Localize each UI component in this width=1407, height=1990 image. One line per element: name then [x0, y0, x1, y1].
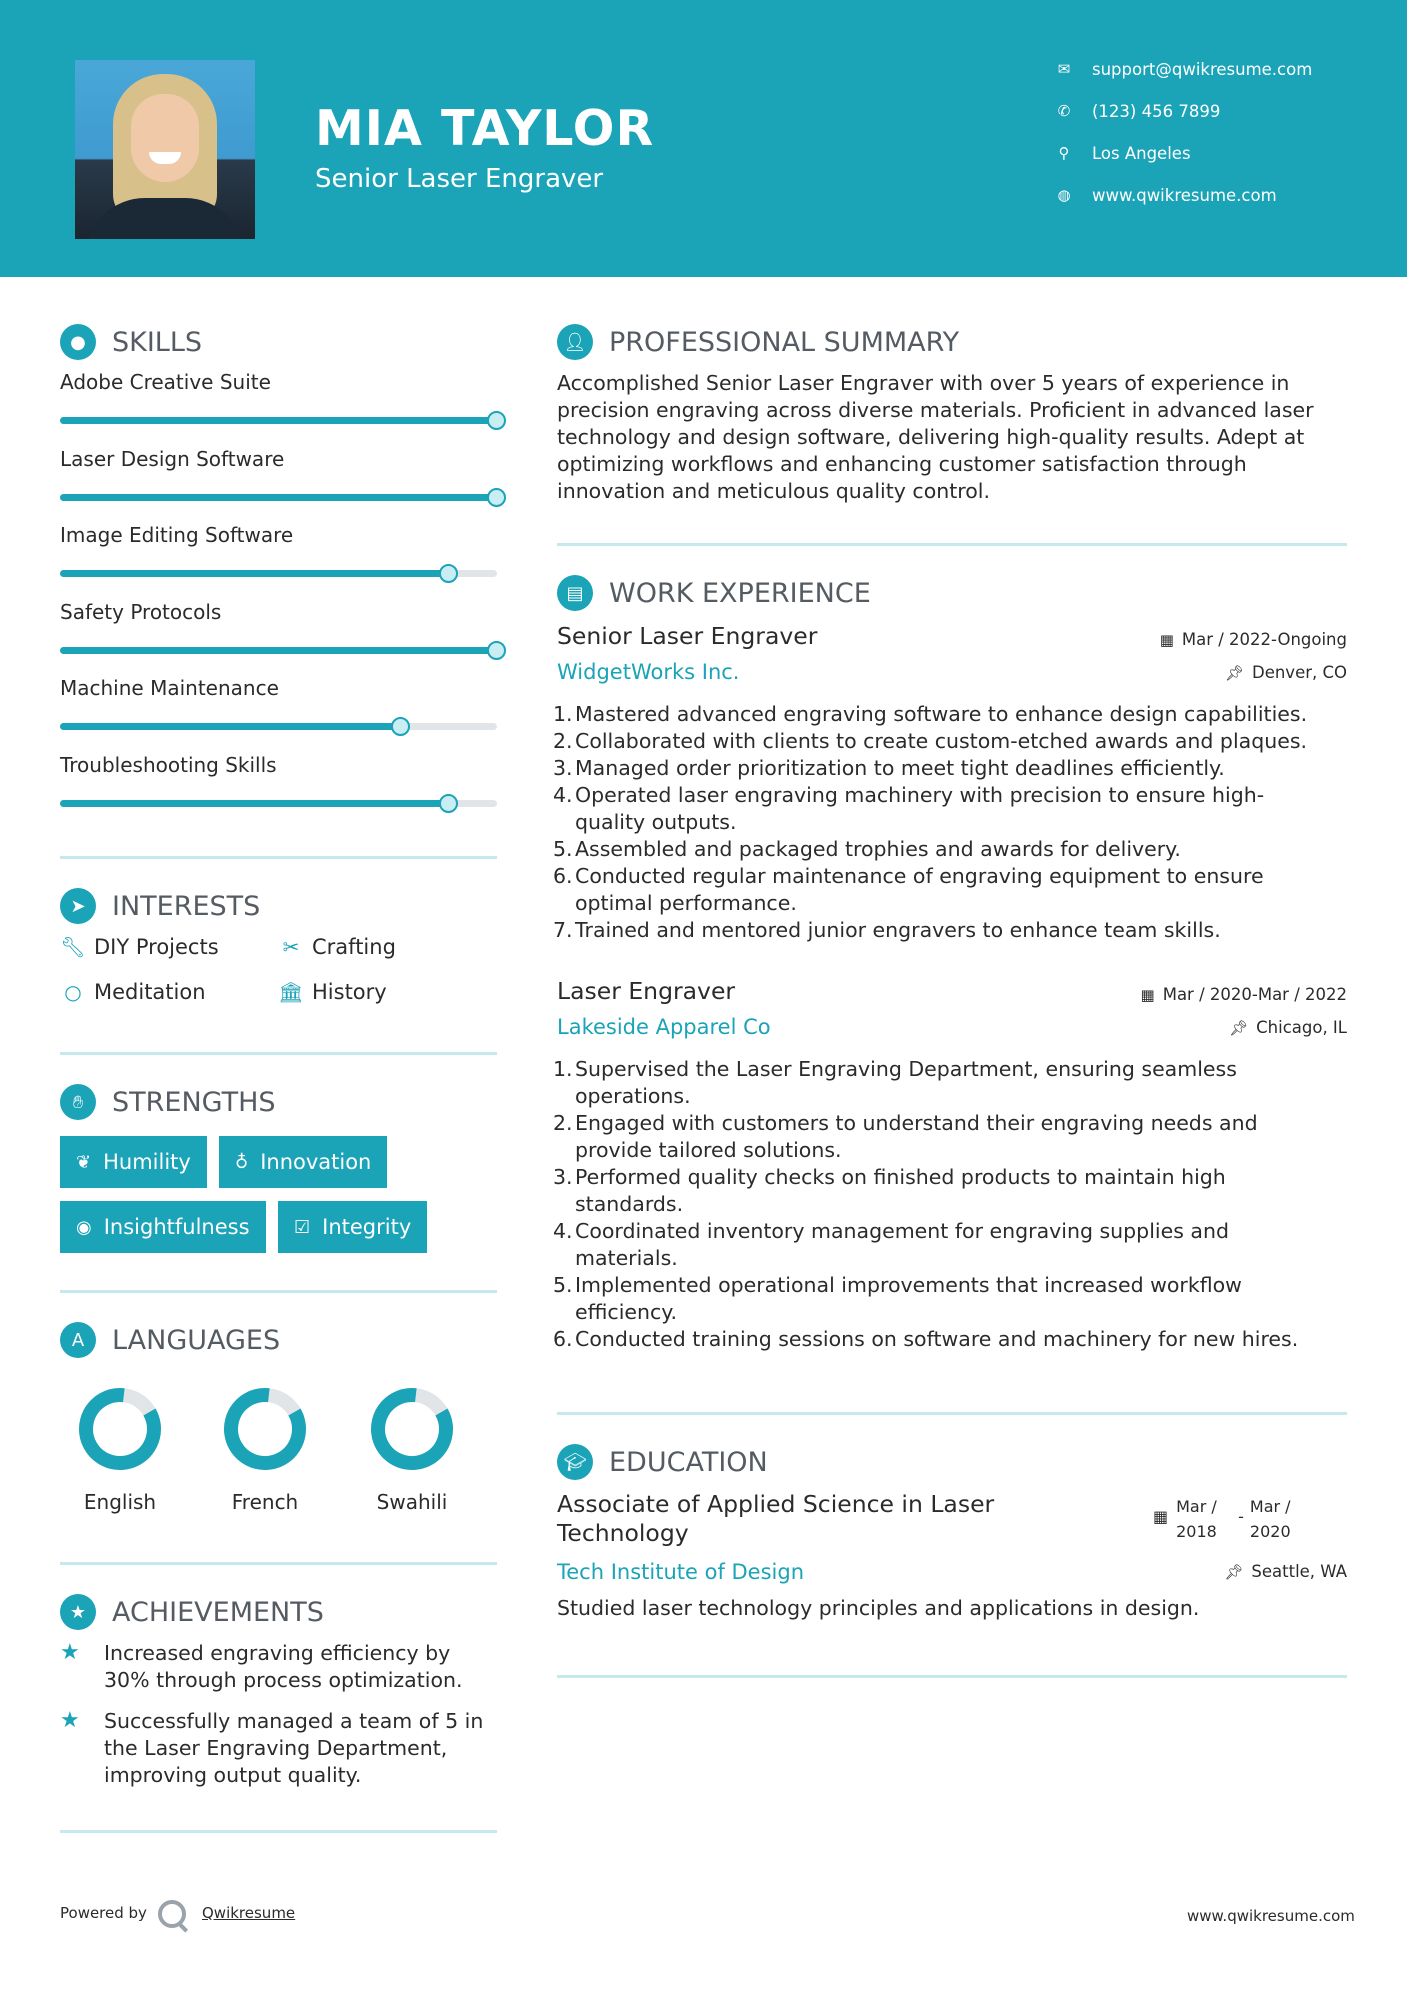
job-dates: ▦ Mar / 2022-Ongoing: [1159, 630, 1347, 649]
job-title: Senior Laser Engraver: [557, 622, 818, 650]
job-company: WidgetWorks Inc.: [557, 660, 740, 684]
education-dates: ▦ Mar / 2018 - Mar / 2020: [1153, 1497, 1291, 1541]
bullet-text: Coordinated inventory management for engraving supplies and: [575, 1219, 1229, 1243]
leaf-icon: ❦: [76, 1151, 92, 1173]
skill-bar-knob: [487, 488, 506, 507]
skill-label: Safety Protocols: [60, 599, 222, 624]
job-dates: ▦ Mar / 2020-Mar / 2022: [1140, 985, 1347, 1004]
bullet-line: [553, 1191, 1348, 1218]
interest-item: 🔧︎ DIY Projects: [60, 935, 219, 959]
language-label: English: [83, 1490, 157, 1514]
bullet-line: [553, 1272, 1348, 1299]
pin-icon: 📌︎: [1229, 1018, 1249, 1037]
bullet-line: [553, 1299, 1348, 1326]
contact-website[interactable]: ◍ www.qwikresume.com: [1054, 183, 1277, 207]
wrench-icon: 🔧︎: [60, 935, 86, 959]
section-divider: [60, 1290, 497, 1293]
bullet-number: 6.: [553, 864, 573, 888]
bullet-text: Engaged with customers to understand their engraving needs and: [575, 1111, 1258, 1135]
bullet-number: 2.: [553, 729, 573, 753]
skill-label: Image Editing Software: [60, 523, 294, 547]
strength-pill: ♁ Innovation: [219, 1136, 387, 1188]
language-ring-fill: [222, 1386, 308, 1472]
star-badge-icon: ★: [60, 1594, 96, 1630]
interests-heading: ➤ INTERESTS: [60, 888, 260, 924]
interest-item: ○ Meditation: [60, 980, 206, 1004]
bullet-line: [553, 1137, 1348, 1164]
bullet-line: [553, 1218, 1348, 1245]
interest-item: ✂ Crafting: [278, 935, 396, 959]
job-bullets: [553, 1056, 1348, 1353]
candidate-name: MIA TAYLOR: [315, 100, 655, 157]
section-divider: [557, 1412, 1347, 1415]
degree-title: Associate of Applied Science in Laser Technology: [557, 1490, 995, 1547]
interest-item: 🏛︎ History: [278, 980, 387, 1004]
language-icon: A: [60, 1322, 96, 1358]
bullet-number: [553, 1299, 575, 1326]
skill-label: Adobe Creative Suite: [60, 370, 271, 394]
skill-bar-knob: [487, 411, 506, 430]
skill-bar-knob: [391, 717, 410, 736]
contact-phone: ✆ (123) 456 7899: [1054, 99, 1220, 123]
skill-bar-fill: [60, 800, 449, 807]
phone-icon: ✆: [1057, 102, 1071, 120]
graduate-icon: 🎓︎: [557, 1444, 593, 1480]
calendar-icon: ▦: [1153, 1507, 1169, 1526]
strength-pill: ◉ Insightfulness: [60, 1201, 266, 1253]
bullet-text: Trained and mentored junior engravers to enhance team skills.: [575, 918, 1221, 942]
hand-icon: ✋︎: [60, 1084, 96, 1120]
language-label: French: [231, 1490, 299, 1514]
bullet-line: [553, 1110, 1348, 1137]
qwikresume-logo: [158, 1900, 186, 1928]
chair-icon: ▤: [557, 575, 593, 611]
bullet-number: 1.: [553, 1057, 573, 1081]
skill-bar-fill: [60, 494, 497, 501]
bullet-line: [553, 1164, 1348, 1191]
job-company: Lakeside Apparel Co: [557, 1015, 771, 1039]
section-divider: [557, 1675, 1347, 1678]
education-heading: 🎓︎ EDUCATION: [557, 1444, 768, 1480]
skill-bar: [60, 723, 497, 730]
lightbulb-icon: ●: [60, 324, 96, 360]
school-name: Tech Institute of Design: [557, 1560, 805, 1584]
bullet-text: Mastered advanced engraving software to enhance design capabilities.: [575, 702, 1308, 726]
skill-bar: [60, 647, 497, 654]
calendar-icon: ▦: [1140, 985, 1155, 1004]
language-ring: [369, 1386, 455, 1472]
job-location: 📌︎ Denver, CO: [1224, 663, 1347, 682]
strength-pill: ☑ Integrity: [278, 1201, 427, 1253]
bullet-number: 4.: [553, 783, 573, 807]
bullet-line: [553, 782, 1348, 809]
bullet-line: [553, 1083, 1348, 1110]
pin-icon: 📌︎: [1224, 1562, 1244, 1581]
language-label: Swahili: [376, 1490, 448, 1514]
resume-header: [0, 0, 1407, 277]
bullet-text: Collaborated with clients to create custom-etched awards and plaques.: [575, 729, 1308, 753]
bullet-number: [553, 1245, 575, 1272]
envelope-icon: ✉: [1057, 60, 1071, 78]
bullet-number: [553, 890, 575, 917]
skill-bar-fill: [60, 417, 497, 424]
section-divider: [60, 1830, 497, 1833]
pin-icon: 📌︎: [1224, 663, 1244, 682]
bullet-line: [553, 890, 1348, 917]
lightbulb-icon: ♁: [235, 1151, 249, 1173]
skill-bar-fill: [60, 570, 449, 577]
skill-bar: [60, 800, 497, 807]
bullet-text: Operated laser engraving machinery with precision to ensure high-: [575, 783, 1265, 807]
bullet-number: 1.: [553, 702, 573, 726]
bullet-line: [553, 755, 1348, 782]
bullet-number: 7.: [553, 918, 573, 942]
bullet-line: [553, 1326, 1348, 1353]
bullet-number: [553, 809, 575, 836]
bullet-text: optimal performance.: [575, 891, 797, 915]
bullet-text: Performed quality checks on finished products to maintain high: [575, 1165, 1226, 1189]
check-square-icon: ☑: [294, 1216, 311, 1238]
bullet-line: [553, 809, 1348, 836]
bullet-number: [553, 1137, 575, 1164]
bullet-number: 3.: [553, 1165, 573, 1189]
skill-bar-fill: [60, 647, 497, 654]
bullet-line: [553, 701, 1348, 728]
experience-heading: ▤ WORK EXPERIENCE: [557, 575, 871, 611]
bullet-number: [553, 1191, 575, 1218]
bullet-number: 2.: [553, 1111, 573, 1135]
paper-plane-icon: ➤: [60, 888, 96, 924]
summary-heading: 👤︎ PROFESSIONAL SUMMARY: [557, 324, 959, 360]
bullet-number: 5.: [553, 837, 573, 861]
bullet-number: 5.: [553, 1273, 573, 1297]
languages-heading: A LANGUAGES: [60, 1322, 280, 1358]
achievements-heading: ★ ACHIEVEMENTS: [60, 1594, 324, 1630]
bullet-line: [553, 917, 1348, 944]
contact-email[interactable]: ✉ support@qwikresume.com: [1054, 57, 1312, 81]
skill-label: Troubleshooting Skills: [60, 752, 277, 777]
bullet-text: efficiency.: [575, 1300, 677, 1324]
skill-bar: [60, 417, 497, 424]
bullet-number: 4.: [553, 1219, 573, 1243]
powered-by-label: Powered by: [60, 1904, 147, 1922]
education-description: Studied laser technology principles and applications in design.: [557, 1596, 1200, 1620]
user-icon: 👤︎: [557, 324, 593, 360]
bullet-line: [553, 1056, 1348, 1083]
summary-text: Accomplished Senior Laser Engraver with over 5 years of experience in precision engraving across diverse materials. Proficient in advanced laser technology and design software, delivering high-quality results. Adept at optimizing workflows and enhancing customer satisfaction through innovation and meticulous quality control.: [557, 371, 1314, 503]
job-location: 📌︎ Chicago, IL: [1229, 1018, 1347, 1037]
bullet-line: [553, 1245, 1348, 1272]
job-bullets: [553, 701, 1348, 944]
candidate-role: Senior Laser Engraver: [315, 164, 604, 194]
achievement-item: ★ Successfully managed a team of 5 in the Laser Engraving Department, improving output quality.: [60, 1708, 484, 1787]
circle-icon: ○: [64, 980, 82, 1004]
language-ring: [222, 1386, 308, 1472]
globe-icon: ◍: [1057, 186, 1071, 204]
section-divider: [60, 856, 497, 859]
museum-icon: 🏛︎: [278, 980, 304, 1004]
bullet-text: Implemented operational improvements that increased workflow: [575, 1273, 1242, 1297]
bullet-text: quality outputs.: [575, 810, 737, 834]
eye-icon: ◉: [76, 1216, 92, 1238]
brand-link[interactable]: Qwikresume: [202, 1904, 296, 1922]
skill-bar-fill: [60, 723, 401, 730]
school-location: 📌︎ Seattle, WA: [1224, 1562, 1347, 1581]
profile-photo: [75, 60, 255, 239]
language-ring-fill: [77, 1386, 163, 1472]
bullet-number: [553, 1083, 575, 1110]
bullet-text: Managed order prioritization to meet tight deadlines efficiently.: [575, 756, 1225, 780]
star-icon: ★: [60, 1708, 80, 1733]
bullet-text: Supervised the Laser Engraving Department, ensuring seamless: [575, 1057, 1237, 1081]
strength-pill: ❦ Humility: [60, 1136, 207, 1188]
footer-website[interactable]: www.qwikresume.com: [1187, 1907, 1355, 1925]
bullet-text: Conducted regular maintenance of engraving equipment to ensure: [575, 864, 1264, 888]
contact-location: ⚲ Los Angeles: [1054, 141, 1191, 165]
star-icon: ★: [60, 1640, 80, 1665]
bullet-text: standards.: [575, 1192, 684, 1216]
achievement-item: ★ Increased engraving efficiency by 30% through process optimization.: [60, 1640, 463, 1692]
skill-bar-knob: [487, 641, 506, 660]
map-pin-icon: ⚲: [1058, 144, 1070, 162]
skill-label: Laser Design Software: [60, 446, 285, 471]
job-title: Laser Engraver: [557, 977, 736, 1005]
section-divider: [60, 1562, 497, 1565]
skill-bar: [60, 570, 497, 577]
skill-label: Machine Maintenance: [60, 676, 279, 700]
skill-bar: [60, 494, 497, 501]
language-ring-fill: [369, 1386, 455, 1472]
bullet-line: [553, 863, 1348, 890]
calendar-icon: ▦: [1159, 630, 1174, 649]
bullet-line: [553, 728, 1348, 755]
strengths-heading: ✋︎ STRENGTHS: [60, 1084, 276, 1120]
bullet-number: 3.: [553, 756, 573, 780]
bullet-number: 6.: [553, 1327, 573, 1351]
bullet-text: operations.: [575, 1084, 691, 1108]
skills-heading: ● SKILLS: [60, 324, 202, 360]
section-divider: [557, 543, 1347, 546]
skill-bar-knob: [439, 564, 458, 583]
skill-bar-knob: [439, 794, 458, 813]
language-ring: [77, 1386, 163, 1472]
bullet-text: materials.: [575, 1246, 678, 1270]
bullet-text: provide tailored solutions.: [575, 1138, 842, 1162]
scissors-icon: ✂: [282, 935, 300, 959]
bullet-line: [553, 836, 1348, 863]
section-divider: [60, 1052, 497, 1055]
bullet-text: Assembled and packaged trophies and awards for delivery.: [575, 837, 1181, 861]
bullet-text: Conducted training sessions on software and machinery for new hires.: [575, 1327, 1299, 1351]
